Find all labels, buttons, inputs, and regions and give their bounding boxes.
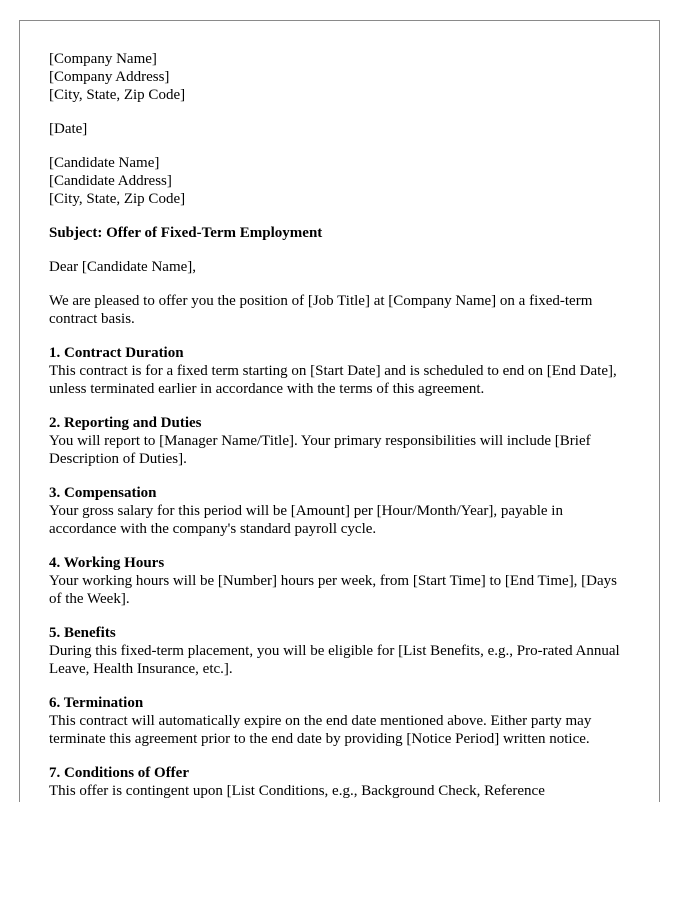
- letter-date: [Date]: [49, 121, 88, 137]
- section-heading: 1. Contract Duration: [49, 345, 184, 361]
- sender-address-block: [49, 50, 630, 104]
- intro-paragraph: [49, 292, 630, 328]
- section-body: This contract is for a fixed term starting on [Start Date] and is scheduled to end on [End Date], unless terminated earlier in accordance with the terms of this agreement.: [49, 363, 617, 397]
- section-heading: 3. Compensation: [49, 485, 157, 501]
- section-heading: 5. Benefits: [49, 625, 116, 641]
- section-heading: 6. Termination: [49, 695, 144, 711]
- section-heading: 2. Reporting and Duties: [49, 415, 202, 431]
- recipient-name: [Candidate Name]: [49, 155, 160, 171]
- section-body: Your gross salary for this period will be [Amount] per [Hour/Month/Year], payable in accordance with the company's standard payroll cycle.: [49, 503, 563, 537]
- sender-company-name: [Company Name]: [49, 51, 157, 67]
- subject-line: Subject: Offer of Fixed-Term Employment: [49, 225, 323, 241]
- section-benefits: [49, 624, 630, 678]
- section-termination: [49, 694, 630, 748]
- recipient-address: [Candidate Address]: [49, 173, 172, 189]
- section-heading: 7. Conditions of Offer: [49, 765, 189, 781]
- date-block: [49, 120, 630, 138]
- section-heading: 4. Working Hours: [49, 555, 165, 571]
- sender-company-address: [Company Address]: [49, 69, 170, 85]
- section-reporting-duties: [49, 414, 630, 468]
- recipient-address-block: [49, 154, 630, 208]
- section-body: This offer is contingent upon [List Conditions, e.g., Background Check, Reference: [49, 783, 545, 799]
- subject-block: [49, 224, 630, 242]
- section-body: This contract will automatically expire on the end date mentioned above. Either party may terminate this agreement prior to the end date by providing [Notice Period] written notice.: [49, 713, 592, 747]
- salutation: Dear [Candidate Name],: [49, 259, 197, 275]
- salutation-block: [49, 258, 630, 276]
- section-body: You will report to [Manager Name/Title]. Your primary responsibilities will include [Brief Description of Duties].: [49, 433, 591, 467]
- sender-city-state-zip: [City, State, Zip Code]: [49, 87, 186, 103]
- letter-page: [19, 20, 660, 802]
- section-body: During this fixed-term placement, you will be eligible for [List Benefits, e.g., Pro-rated Annual Leave, Health Insurance, etc.].: [49, 643, 620, 677]
- section-body: Your working hours will be [Number] hours per week, from [Start Time] to [End Time], [Days of the Week].: [49, 573, 618, 607]
- intro-text: We are pleased to offer you the position of [Job Title] at [Company Name] on a fixed-term contract basis.: [49, 293, 593, 327]
- section-contract-duration: [49, 344, 630, 398]
- recipient-city-state-zip: [City, State, Zip Code]: [49, 191, 186, 207]
- section-conditions-of-offer: [49, 764, 630, 800]
- section-compensation: [49, 484, 630, 538]
- section-working-hours: [49, 554, 630, 608]
